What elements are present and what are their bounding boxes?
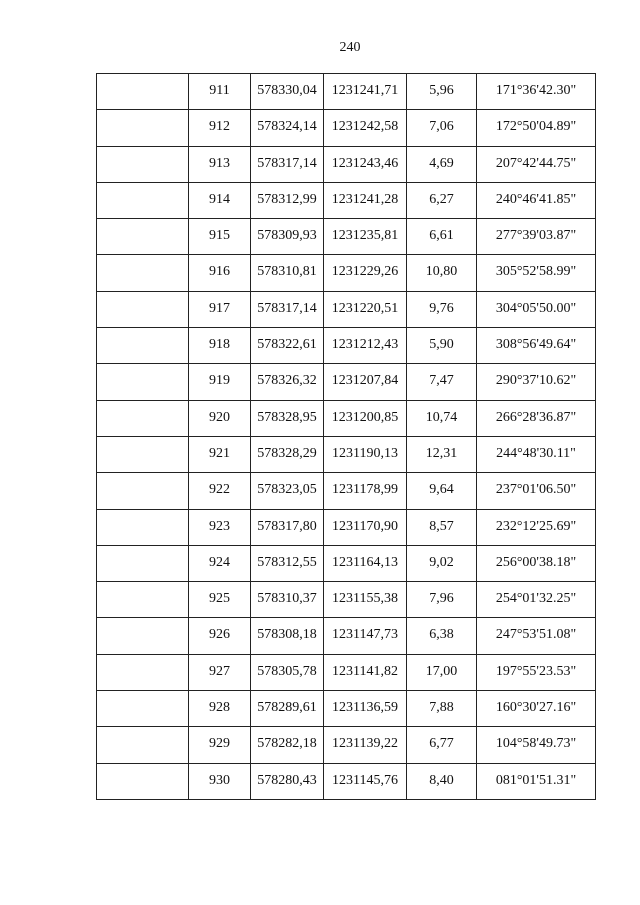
empty-cell	[97, 219, 189, 255]
x-coordinate-cell: 578330,04	[251, 74, 324, 110]
x-coordinate-cell: 578310,37	[251, 582, 324, 618]
direction-angle-cell: 207°42'44.75"	[477, 146, 596, 182]
x-coordinate-cell: 578317,14	[251, 146, 324, 182]
empty-cell	[97, 545, 189, 581]
x-coordinate-cell: 578280,43	[251, 763, 324, 799]
direction-angle-cell: 240°46'41.85"	[477, 182, 596, 218]
point-number-cell: 917	[189, 291, 251, 327]
y-coordinate-cell: 1231139,22	[324, 727, 407, 763]
point-number-cell: 929	[189, 727, 251, 763]
direction-angle-cell: 104°58'49.73"	[477, 727, 596, 763]
empty-cell	[97, 618, 189, 654]
direction-angle-cell: 244°48'30.11"	[477, 436, 596, 472]
y-coordinate-cell: 1231200,85	[324, 400, 407, 436]
table-row	[97, 545, 596, 581]
y-coordinate-cell: 1231136,59	[324, 691, 407, 727]
segment-length-cell: 6,77	[407, 727, 477, 763]
y-coordinate-cell: 1231178,99	[324, 473, 407, 509]
x-coordinate-cell: 578282,18	[251, 727, 324, 763]
direction-angle-cell: 266°28'36.87"	[477, 400, 596, 436]
table-row	[97, 509, 596, 545]
x-coordinate-cell: 578324,14	[251, 110, 324, 146]
segment-length-cell: 5,90	[407, 328, 477, 364]
direction-angle-cell: 305°52'58.99"	[477, 255, 596, 291]
direction-angle-cell: 247°53'51.08"	[477, 618, 596, 654]
x-coordinate-cell: 578323,05	[251, 473, 324, 509]
y-coordinate-cell: 1231155,38	[324, 582, 407, 618]
segment-length-cell: 7,06	[407, 110, 477, 146]
point-number-cell: 918	[189, 328, 251, 364]
segment-length-cell: 5,96	[407, 74, 477, 110]
table-row	[97, 436, 596, 472]
direction-angle-cell: 304°05'50.00"	[477, 291, 596, 327]
table-row	[97, 219, 596, 255]
table-row	[97, 618, 596, 654]
table-row	[97, 110, 596, 146]
coordinates-table	[96, 73, 596, 800]
table-row	[97, 291, 596, 327]
point-number-cell: 912	[189, 110, 251, 146]
segment-length-cell: 12,31	[407, 436, 477, 472]
segment-length-cell: 7,47	[407, 364, 477, 400]
empty-cell	[97, 436, 189, 472]
direction-angle-cell: 160°30'27.16"	[477, 691, 596, 727]
x-coordinate-cell: 578308,18	[251, 618, 324, 654]
table-row	[97, 146, 596, 182]
coordinates-table-body	[97, 74, 596, 800]
point-number-cell: 927	[189, 654, 251, 690]
direction-angle-cell: 308°56'49.64"	[477, 328, 596, 364]
point-number-cell: 916	[189, 255, 251, 291]
point-number-cell: 924	[189, 545, 251, 581]
direction-angle-cell: 237°01'06.50"	[477, 473, 596, 509]
direction-angle-cell: 172°50'04.89"	[477, 110, 596, 146]
segment-length-cell: 6,61	[407, 219, 477, 255]
table-row	[97, 400, 596, 436]
x-coordinate-cell: 578326,32	[251, 364, 324, 400]
table-row	[97, 582, 596, 618]
direction-angle-cell: 232°12'25.69"	[477, 509, 596, 545]
point-number-cell: 928	[189, 691, 251, 727]
direction-angle-cell: 197°55'23.53"	[477, 654, 596, 690]
table-row	[97, 328, 596, 364]
point-number-cell: 915	[189, 219, 251, 255]
point-number-cell: 919	[189, 364, 251, 400]
empty-cell	[97, 74, 189, 110]
table-row	[97, 654, 596, 690]
page-number: 240	[339, 40, 361, 55]
y-coordinate-cell: 1231229,26	[324, 255, 407, 291]
x-coordinate-cell: 578312,55	[251, 545, 324, 581]
segment-length-cell: 4,69	[407, 146, 477, 182]
y-coordinate-cell: 1231141,82	[324, 654, 407, 690]
x-coordinate-cell: 578322,61	[251, 328, 324, 364]
table-row	[97, 727, 596, 763]
empty-cell	[97, 182, 189, 218]
empty-cell	[97, 255, 189, 291]
empty-cell	[97, 291, 189, 327]
table-row	[97, 364, 596, 400]
x-coordinate-cell: 578305,78	[251, 654, 324, 690]
y-coordinate-cell: 1231164,13	[324, 545, 407, 581]
segment-length-cell: 8,57	[407, 509, 477, 545]
y-coordinate-cell: 1231145,76	[324, 763, 407, 799]
segment-length-cell: 9,76	[407, 291, 477, 327]
x-coordinate-cell: 578317,80	[251, 509, 324, 545]
empty-cell	[97, 691, 189, 727]
segment-length-cell: 10,80	[407, 255, 477, 291]
direction-angle-cell: 290°37'10.62"	[477, 364, 596, 400]
y-coordinate-cell: 1231147,73	[324, 618, 407, 654]
x-coordinate-cell: 578312,99	[251, 182, 324, 218]
y-coordinate-cell: 1231241,28	[324, 182, 407, 218]
table-row	[97, 691, 596, 727]
y-coordinate-cell: 1231207,84	[324, 364, 407, 400]
empty-cell	[97, 654, 189, 690]
x-coordinate-cell: 578317,14	[251, 291, 324, 327]
point-number-cell: 922	[189, 473, 251, 509]
y-coordinate-cell: 1231190,13	[324, 436, 407, 472]
table-row	[97, 182, 596, 218]
point-number-cell: 921	[189, 436, 251, 472]
direction-angle-cell: 254°01'32.25"	[477, 582, 596, 618]
empty-cell	[97, 509, 189, 545]
y-coordinate-cell: 1231243,46	[324, 146, 407, 182]
y-coordinate-cell: 1231220,51	[324, 291, 407, 327]
empty-cell	[97, 473, 189, 509]
point-number-cell: 914	[189, 182, 251, 218]
empty-cell	[97, 400, 189, 436]
point-number-cell: 926	[189, 618, 251, 654]
x-coordinate-cell: 578289,61	[251, 691, 324, 727]
x-coordinate-cell: 578328,29	[251, 436, 324, 472]
y-coordinate-cell: 1231235,81	[324, 219, 407, 255]
point-number-cell: 923	[189, 509, 251, 545]
table-row	[97, 473, 596, 509]
point-number-cell: 930	[189, 763, 251, 799]
y-coordinate-cell: 1231241,71	[324, 74, 407, 110]
point-number-cell: 920	[189, 400, 251, 436]
point-number-cell: 913	[189, 146, 251, 182]
segment-length-cell: 9,64	[407, 473, 477, 509]
empty-cell	[97, 146, 189, 182]
x-coordinate-cell: 578309,93	[251, 219, 324, 255]
direction-angle-cell: 277°39'03.87"	[477, 219, 596, 255]
point-number-cell: 911	[189, 74, 251, 110]
segment-length-cell: 17,00	[407, 654, 477, 690]
segment-length-cell: 7,88	[407, 691, 477, 727]
empty-cell	[97, 328, 189, 364]
x-coordinate-cell: 578310,81	[251, 255, 324, 291]
segment-length-cell: 8,40	[407, 763, 477, 799]
empty-cell	[97, 582, 189, 618]
empty-cell	[97, 727, 189, 763]
table-row	[97, 74, 596, 110]
table-row	[97, 255, 596, 291]
direction-angle-cell: 171°36'42.30"	[477, 74, 596, 110]
segment-length-cell: 7,96	[407, 582, 477, 618]
point-number-cell: 925	[189, 582, 251, 618]
y-coordinate-cell: 1231170,90	[324, 509, 407, 545]
x-coordinate-cell: 578328,95	[251, 400, 324, 436]
y-coordinate-cell: 1231212,43	[324, 328, 407, 364]
segment-length-cell: 9,02	[407, 545, 477, 581]
direction-angle-cell: 081°01'51.31"	[477, 763, 596, 799]
empty-cell	[97, 763, 189, 799]
direction-angle-cell: 256°00'38.18"	[477, 545, 596, 581]
y-coordinate-cell: 1231242,58	[324, 110, 407, 146]
table-row	[97, 763, 596, 799]
segment-length-cell: 6,27	[407, 182, 477, 218]
empty-cell	[97, 110, 189, 146]
segment-length-cell: 6,38	[407, 618, 477, 654]
segment-length-cell: 10,74	[407, 400, 477, 436]
empty-cell	[97, 364, 189, 400]
